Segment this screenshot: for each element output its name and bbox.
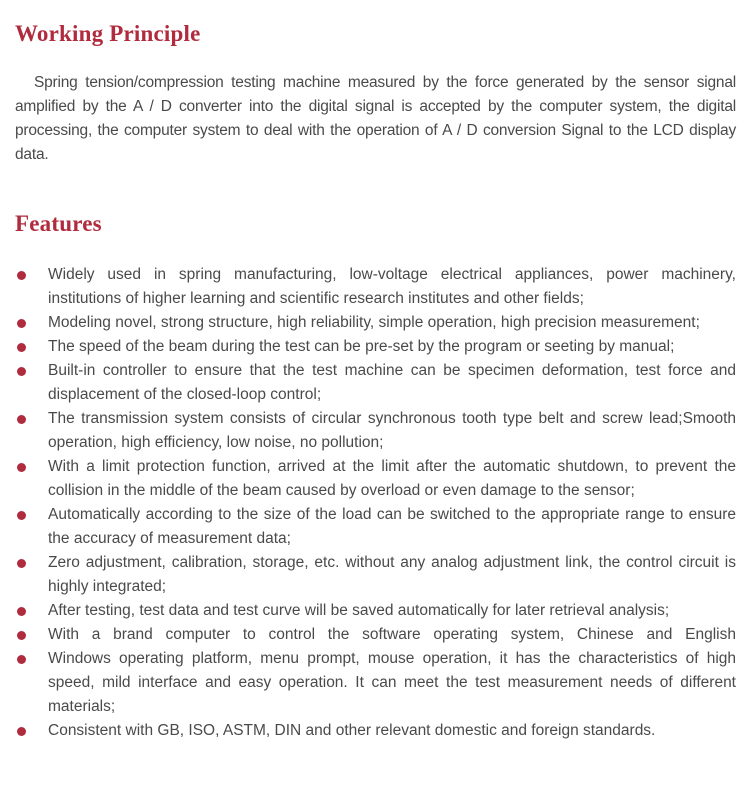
bullet-icon	[17, 511, 26, 520]
features-list	[15, 263, 736, 743]
feature-item	[15, 407, 736, 455]
feature-item-text: Automatically according to the size of the load can be switched to the appropriate range to ensure the accuracy of measurement data;	[48, 506, 736, 547]
feature-item	[15, 647, 736, 719]
feature-item	[15, 311, 736, 335]
bullet-icon	[17, 271, 26, 280]
feature-item-text: The transmission system consists of circular synchronous tooth type belt and screw lead;Smooth operation, high efficiency, low noise, no pollution;	[48, 410, 736, 451]
bullet-icon	[17, 319, 26, 328]
feature-item-text: Zero adjustment, calibration, storage, etc. without any analog adjustment link, the control circuit is highly integrated;	[48, 554, 736, 595]
bullet-icon	[17, 607, 26, 616]
feature-item	[15, 623, 736, 647]
feature-item	[15, 335, 736, 359]
feature-item-text: Built-in controller to ensure that the test machine can be specimen deformation, test force and displacement of the closed-loop control;	[48, 362, 736, 403]
feature-item	[15, 551, 736, 599]
working-principle-paragraph: Spring tension/compression testing machine measured by the force generated by the sensor signal amplified by the A / D converter into the digital signal is accepted by the computer system, the digital processing, the computer system to deal with the operation of A / D conversion Signal to the LCD display data.	[15, 74, 736, 163]
bullet-icon	[17, 559, 26, 568]
working-principle-heading: Working Principle	[15, 21, 201, 46]
bullet-icon	[17, 367, 26, 376]
bullet-icon	[17, 631, 26, 640]
feature-item-text: With a brand computer to control the software operating system, Chinese and English	[48, 626, 736, 643]
feature-item-text: The speed of the beam during the test can be pre-set by the program or seeting by manual;	[48, 338, 675, 355]
feature-item	[15, 503, 736, 551]
feature-item-text: With a limit protection function, arrived at the limit after the automatic shutdown, to prevent the collision in the middle of the beam caused by overload or even damage to the sensor;	[48, 458, 736, 499]
bullet-icon	[17, 415, 26, 424]
feature-item	[15, 719, 736, 743]
feature-item-text: Modeling novel, strong structure, high reliability, simple operation, high precision measurement;	[48, 314, 700, 331]
feature-item	[15, 599, 736, 623]
feature-item-text: Consistent with GB, ISO, ASTM, DIN and other relevant domestic and foreign standards.	[48, 722, 656, 739]
feature-item	[15, 263, 736, 311]
feature-item	[15, 455, 736, 503]
feature-item-text: Widely used in spring manufacturing, low-voltage electrical appliances, power machinery, institutions of higher learning and scientific research institutes and other fields;	[48, 266, 736, 307]
bullet-icon	[17, 655, 26, 664]
bullet-icon	[17, 463, 26, 472]
bullet-icon	[17, 343, 26, 352]
bullet-icon	[17, 727, 26, 736]
feature-item-text: Windows operating platform, menu prompt, mouse operation, it has the characteristics of high speed, mild interface and easy operation. It can meet the test measurement needs of different materials;	[48, 650, 736, 715]
features-heading: Features	[15, 211, 102, 236]
feature-item	[15, 359, 736, 407]
feature-item-text: After testing, test data and test curve will be saved automatically for later retrieval analysis;	[48, 602, 670, 619]
